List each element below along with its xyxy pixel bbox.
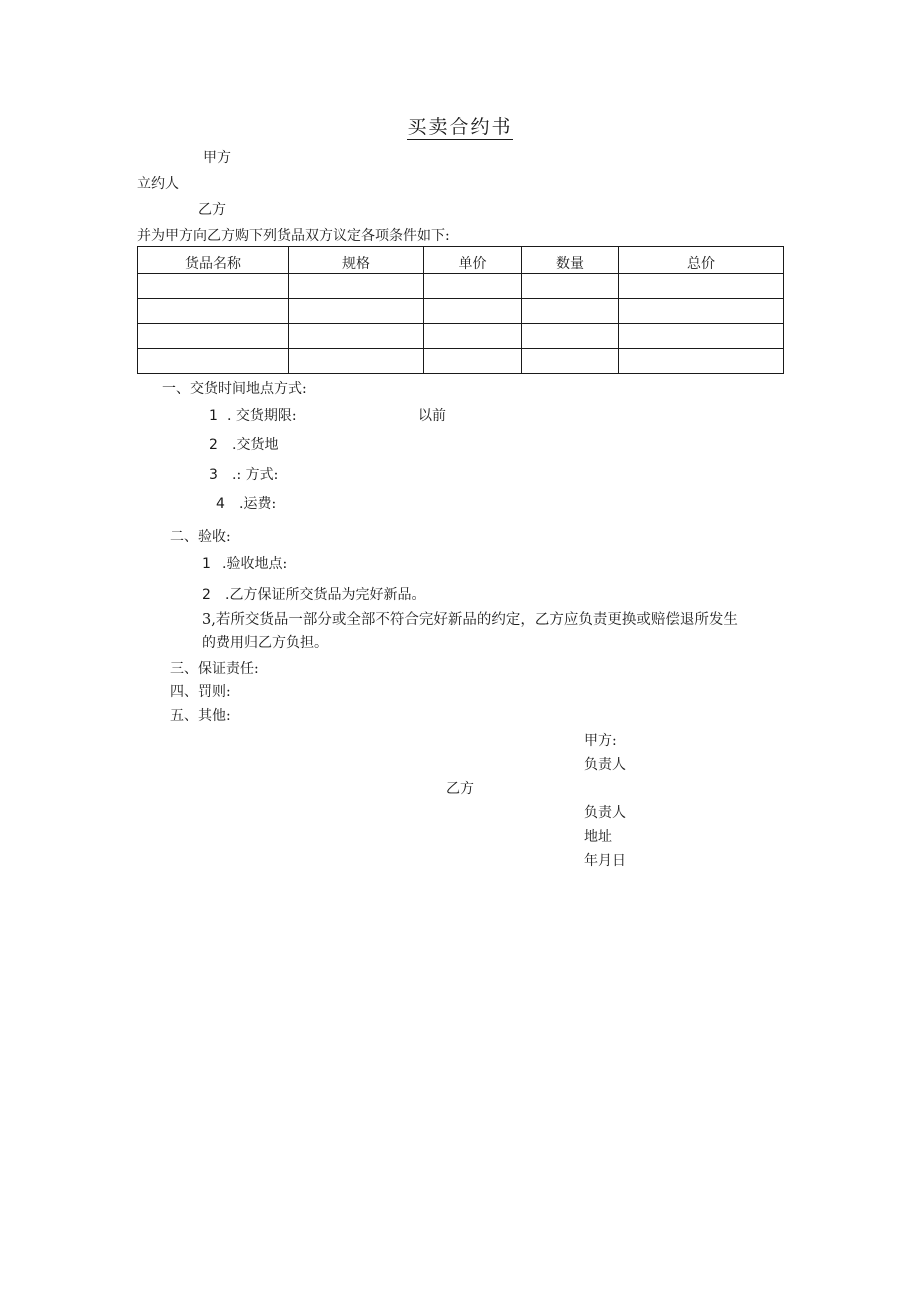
table-cell [289, 274, 424, 299]
signature-party-b: 乙方 [446, 781, 474, 797]
intro-text: 并为甲方向乙方购下列货品双方议定各项条件如下: [137, 228, 450, 244]
table-row [138, 324, 784, 349]
table-cell [522, 349, 619, 374]
col-spec: 规格 [289, 247, 424, 274]
table-cell [289, 299, 424, 324]
section-1-item-4-number: 4 [216, 496, 225, 512]
table-row [138, 274, 784, 299]
table-cell [522, 324, 619, 349]
table-cell [138, 274, 289, 299]
section-1-item-4-text: .运费: [239, 496, 277, 512]
table-cell [138, 349, 289, 374]
col-goods-name: 货品名称 [138, 247, 289, 274]
section-1-heading: 一、交货时间地点方式: [162, 381, 307, 397]
party-a-label: 甲方 [203, 150, 231, 166]
table-header-row [138, 247, 784, 274]
table-cell [424, 299, 522, 324]
table-cell [522, 299, 619, 324]
table-cell [424, 274, 522, 299]
party-b-label: 乙方 [198, 202, 226, 218]
section-4-heading: 四、罚则: [170, 684, 231, 700]
goods-table [137, 246, 784, 374]
signature-responsible-a: 负责人 [584, 757, 626, 773]
signature-responsible-b: 负责人 [584, 805, 626, 821]
section-2-item-1-text: .验收地点: [222, 556, 288, 572]
section-1-item-3-text: .: 方式: [232, 467, 279, 483]
section-2-item-3-line-2: 的费用归乙方负担。 [202, 635, 328, 651]
table-cell [424, 324, 522, 349]
signature-date: 年月日 [584, 853, 626, 869]
table-cell [522, 274, 619, 299]
table-cell [619, 324, 784, 349]
table-cell [138, 299, 289, 324]
section-2-item-2-number: 2 [202, 587, 211, 603]
contract-title [0, 118, 920, 137]
contract-title-text: 买卖合约书 [407, 116, 513, 138]
table-cell [424, 349, 522, 374]
section-1-item-2-text: .交货地 [232, 437, 279, 453]
table-row [138, 299, 784, 324]
signature-address: 地址 [584, 829, 612, 845]
section-1-item-1-text: . 交货期限: [227, 408, 297, 424]
table-cell [619, 274, 784, 299]
section-2-item-2-text: .乙方保证所交货品为完好新品。 [225, 587, 426, 603]
section-1-item-2-number: 2 [209, 437, 218, 453]
section-5-heading: 五、其他: [170, 708, 231, 724]
signature-party-a: 甲方: [584, 733, 617, 749]
table-cell [138, 324, 289, 349]
section-2-item-1-number: 1 [202, 556, 211, 572]
table-cell [619, 349, 784, 374]
section-1-item-3-number: 3 [209, 467, 218, 483]
table-cell [289, 349, 424, 374]
section-2-item-3-line-1: 3,若所交货品一部分或全部不符合完好新品的约定，乙方应负责更换或赔偿退所发生 [202, 612, 738, 628]
section-3-heading: 三、保证责任: [170, 661, 259, 677]
signatory-label: 立约人 [137, 176, 179, 192]
section-2-heading: 二、验收: [170, 529, 231, 545]
section-1-item-1-number: 1 [209, 408, 218, 424]
section-1-item-1-suffix: 以前 [418, 408, 446, 424]
table-row [138, 349, 784, 374]
table-cell [289, 324, 424, 349]
col-unit-price: 单价 [424, 247, 522, 274]
col-total-price: 总价 [619, 247, 784, 274]
table-cell [619, 299, 784, 324]
col-quantity: 数量 [522, 247, 619, 274]
